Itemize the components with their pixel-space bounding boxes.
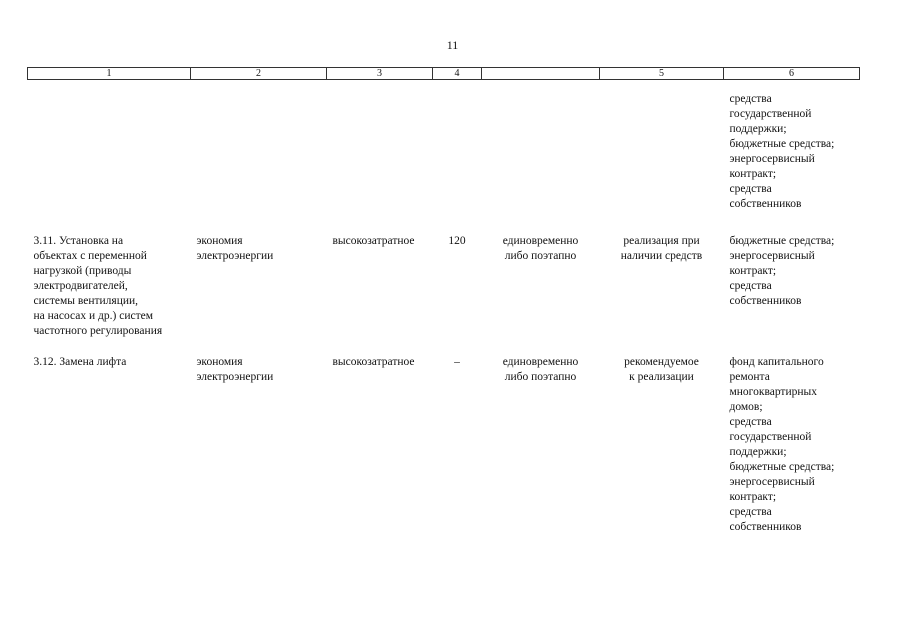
measure-line: электродвигателей, <box>33 280 128 292</box>
funding-line: государственной <box>729 431 812 443</box>
measure-line: 3.11. Установка на <box>33 235 124 247</box>
funding-line: бюджетные средства; <box>729 138 835 150</box>
funding-line: поддержки; <box>729 123 787 135</box>
funding-line: энергосервисный <box>729 153 815 165</box>
effect-cell <box>191 234 327 355</box>
cost-cell <box>327 234 433 355</box>
measures-table <box>27 67 860 535</box>
mode-line: единовременно <box>502 356 579 368</box>
funding-line: энергосервисный <box>729 250 815 262</box>
measure-cell <box>28 80 191 235</box>
effect-line: электроэнергии <box>196 250 274 262</box>
payback-cell <box>433 355 482 535</box>
status-cell <box>600 234 724 355</box>
measure-line: на насосах и др.) систем <box>33 310 153 322</box>
funding-line: энергосервисный <box>729 476 815 488</box>
mode-line: либо поэтапно <box>504 250 577 262</box>
status-line: к реализации <box>629 371 694 383</box>
column-number-header: 1 <box>28 68 191 80</box>
mode-cell <box>482 80 600 235</box>
cost-cell <box>327 80 433 235</box>
funding-line: контракт; <box>729 491 777 503</box>
table-row <box>28 80 860 235</box>
funding-line: средства <box>729 93 772 105</box>
funding-line: средства <box>729 183 772 195</box>
measure-line: объектах с переменной <box>33 250 147 262</box>
effect-cell <box>191 80 327 235</box>
column-number-row <box>28 68 860 80</box>
funding-line: средства <box>729 416 772 428</box>
page-number: 11 <box>446 38 459 52</box>
funding-line: контракт; <box>729 265 777 277</box>
status-cell <box>600 355 724 535</box>
effect-cell <box>191 355 327 535</box>
funding-line: собственников <box>729 198 802 210</box>
mode-cell <box>482 234 600 355</box>
measure-line: 3.12. Замена лифта <box>33 356 127 368</box>
measure-line: системы вентиляции, <box>33 295 139 307</box>
funding-line: многоквартирных <box>729 386 817 398</box>
payback-cell <box>433 234 482 355</box>
funding-line: средства <box>729 280 772 292</box>
funding-line: собственников <box>729 521 802 533</box>
status-line: рекомендуемое <box>624 356 699 368</box>
funding-line: собственников <box>729 295 802 307</box>
funding-cell <box>724 355 860 535</box>
mode-line: единовременно <box>502 235 579 247</box>
funding-line: домов; <box>729 401 763 413</box>
cost-cell <box>327 355 433 535</box>
table-row <box>28 355 860 535</box>
status-cell <box>600 80 724 235</box>
status-line: наличии средств <box>620 250 703 262</box>
funding-cell <box>724 80 860 235</box>
column-number-header: 4 <box>433 68 482 80</box>
column-number-header: 5 <box>600 68 724 80</box>
payback-value: – <box>454 356 460 368</box>
funding-line: бюджетные средства; <box>729 235 835 247</box>
effect-line: экономия <box>196 356 243 368</box>
column-number-header: 2 <box>191 68 327 80</box>
column-number-header: 3 <box>327 68 433 80</box>
funding-line: средства <box>729 506 772 518</box>
funding-line: контракт; <box>729 168 777 180</box>
cost-line: высокозатратное <box>332 235 415 247</box>
funding-line: бюджетные средства; <box>729 461 835 473</box>
measure-cell <box>28 355 191 535</box>
funding-line: государственной <box>729 108 812 120</box>
column-number-header: 6 <box>724 68 860 80</box>
effect-line: экономия <box>196 235 243 247</box>
funding-line: ремонта <box>729 371 770 383</box>
table-row <box>28 234 860 355</box>
funding-line: поддержки; <box>729 446 787 458</box>
column-number-header <box>482 68 600 80</box>
payback-cell <box>433 80 482 235</box>
measure-line: частотного регулирования <box>33 325 163 337</box>
mode-line: либо поэтапно <box>504 371 577 383</box>
mode-cell <box>482 355 600 535</box>
measure-line: нагрузкой (приводы <box>33 265 132 277</box>
funding-line: фонд капитального <box>729 356 824 368</box>
status-line: реализация при <box>623 235 700 247</box>
effect-line: электроэнергии <box>196 371 274 383</box>
payback-value: 120 <box>448 235 466 247</box>
cost-line: высокозатратное <box>332 356 415 368</box>
measure-cell <box>28 234 191 355</box>
funding-cell <box>724 234 860 355</box>
